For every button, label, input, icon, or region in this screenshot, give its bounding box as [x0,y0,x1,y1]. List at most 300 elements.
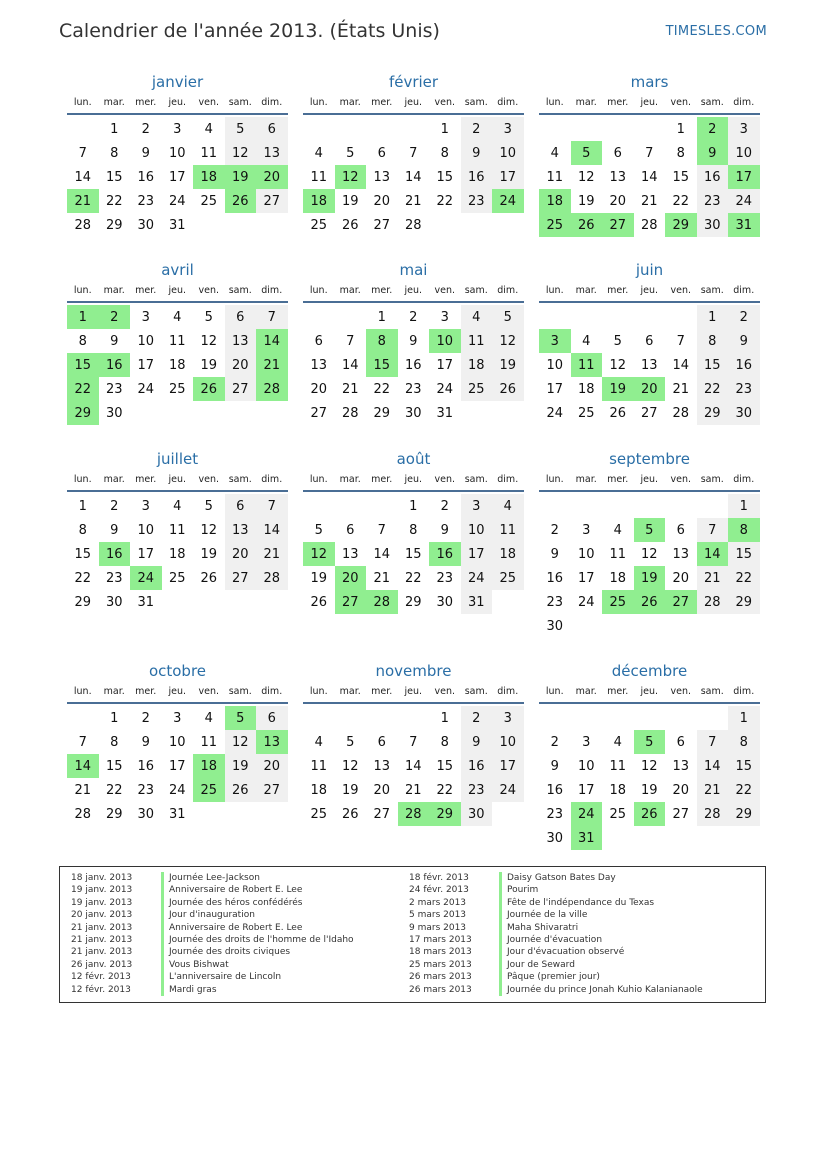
day-cell[interactable]: 22 [373,381,391,397]
day-cell[interactable]: 9 [409,333,418,349]
day-cell[interactable]: 20 [672,782,690,798]
day-cell[interactable]: 18 [310,782,328,798]
day-cell[interactable]: 14 [256,329,288,353]
day-cell[interactable]: 2 [409,309,418,325]
day-cell[interactable]: 21 [373,570,391,586]
day-cell[interactable]: 15 [436,169,454,185]
day-cell[interactable]: 12 [577,169,595,185]
day-cell[interactable]: 23 [436,570,454,586]
day-cell[interactable]: 24 [546,405,564,421]
day-cell[interactable]: 4 [314,734,323,750]
day-cell[interactable]: 11 [310,169,328,185]
day-cell[interactable]: 14 [67,754,99,778]
day-cell[interactable]: 7 [256,305,288,329]
day-cell[interactable]: 19 [225,165,257,189]
day-cell[interactable]: 21 [256,542,288,566]
day-cell[interactable]: 27 [335,590,367,614]
day-cell[interactable]: 12 [609,357,627,373]
day-cell[interactable]: 9 [697,141,729,165]
day-cell[interactable]: 13 [640,357,658,373]
day-cell[interactable]: 3 [539,329,571,353]
day-cell[interactable]: 29 [105,217,123,233]
day-cell[interactable]: 23 [137,193,155,209]
day-cell[interactable]: 30 [137,806,155,822]
day-cell[interactable]: 22 [436,782,454,798]
day-cell[interactable]: 30 [105,405,123,421]
day-cell[interactable]: 7 [697,730,729,754]
day-cell[interactable]: 23 [105,570,123,586]
day-cell[interactable]: 10 [728,141,760,165]
day-cell[interactable]: 13 [256,730,288,754]
day-cell[interactable]: 22 [105,782,123,798]
day-cell[interactable]: 16 [461,754,493,778]
day-cell[interactable]: 25 [193,778,225,802]
day-cell[interactable]: 17 [577,570,595,586]
day-cell[interactable]: 18 [492,542,524,566]
day-cell[interactable]: 3 [440,309,449,325]
day-cell[interactable]: 21 [640,193,658,209]
day-cell[interactable]: 20 [256,754,288,778]
day-cell[interactable]: 19 [634,566,666,590]
day-cell[interactable]: 2 [697,117,729,141]
day-cell[interactable]: 27 [373,217,391,233]
day-cell[interactable]: 31 [168,806,186,822]
day-cell[interactable]: 23 [105,381,123,397]
day-cell[interactable]: 15 [74,546,92,562]
day-cell[interactable]: 3 [173,121,182,137]
day-cell[interactable]: 19 [492,353,524,377]
day-cell[interactable]: 2 [141,710,150,726]
day-cell[interactable]: 18 [168,357,186,373]
day-cell[interactable]: 25 [492,566,524,590]
day-cell[interactable]: 30 [404,405,422,421]
day-cell[interactable]: 11 [492,518,524,542]
day-cell[interactable]: 21 [672,381,690,397]
day-cell[interactable]: 4 [461,305,493,329]
day-cell[interactable]: 28 [697,590,729,614]
day-cell[interactable]: 18 [577,381,595,397]
day-cell[interactable]: 25 [168,381,186,397]
day-cell[interactable]: 6 [256,117,288,141]
day-cell[interactable]: 14 [697,542,729,566]
day-cell[interactable]: 17 [168,169,186,185]
day-cell[interactable]: 21 [74,782,92,798]
day-cell[interactable]: 20 [609,193,627,209]
day-cell[interactable]: 26 [193,377,225,401]
day-cell[interactable]: 15 [697,353,729,377]
day-cell[interactable]: 10 [137,333,155,349]
day-cell[interactable]: 28 [74,217,92,233]
day-cell[interactable]: 28 [640,217,658,233]
day-cell[interactable]: 22 [672,193,690,209]
day-cell[interactable]: 29 [404,594,422,610]
day-cell[interactable]: 26 [609,405,627,421]
day-cell[interactable]: 14 [697,754,729,778]
day-cell[interactable]: 2 [728,305,760,329]
day-cell[interactable]: 1 [78,498,87,514]
day-cell[interactable]: 22 [697,377,729,401]
day-cell[interactable]: 1 [377,309,386,325]
day-cell[interactable]: 13 [225,518,257,542]
day-cell[interactable]: 17 [436,357,454,373]
day-cell[interactable]: 9 [550,546,559,562]
day-cell[interactable]: 25 [609,806,627,822]
day-cell[interactable]: 30 [728,401,760,425]
day-cell[interactable]: 7 [377,522,386,538]
day-cell[interactable]: 10 [168,734,186,750]
day-cell[interactable]: 30 [436,594,454,610]
day-cell[interactable]: 21 [404,782,422,798]
day-cell[interactable]: 28 [74,806,92,822]
day-cell[interactable]: 17 [492,165,524,189]
day-cell[interactable]: 16 [99,542,131,566]
day-cell[interactable]: 6 [256,706,288,730]
day-cell[interactable]: 2 [550,734,559,750]
day-cell[interactable]: 15 [404,546,422,562]
day-cell[interactable]: 27 [665,590,697,614]
day-cell[interactable]: 20 [310,381,328,397]
day-cell[interactable]: 13 [609,169,627,185]
day-cell[interactable]: 31 [571,826,603,850]
day-cell[interactable]: 7 [346,333,355,349]
day-cell[interactable]: 20 [225,353,257,377]
day-cell[interactable]: 11 [461,329,493,353]
day-cell[interactable]: 26 [225,778,257,802]
day-cell[interactable]: 18 [168,546,186,562]
day-cell[interactable]: 24 [577,594,595,610]
day-cell[interactable]: 31 [137,594,155,610]
day-cell[interactable]: 21 [67,189,99,213]
day-cell[interactable]: 30 [137,217,155,233]
day-cell[interactable]: 17 [728,165,760,189]
day-cell[interactable]: 29 [728,590,760,614]
day-cell[interactable]: 4 [582,333,591,349]
day-cell[interactable]: 15 [366,353,398,377]
day-cell[interactable]: 18 [461,353,493,377]
day-cell[interactable]: 2 [141,121,150,137]
day-cell[interactable]: 18 [193,165,225,189]
day-cell[interactable]: 6 [346,522,355,538]
day-cell[interactable]: 18 [609,782,627,798]
day-cell[interactable]: 23 [461,778,493,802]
day-cell[interactable]: 22 [728,778,760,802]
day-cell[interactable]: 25 [200,193,218,209]
day-cell[interactable]: 14 [640,169,658,185]
day-cell[interactable]: 10 [492,141,524,165]
day-cell[interactable]: 19 [200,546,218,562]
day-cell[interactable]: 5 [204,309,213,325]
day-cell[interactable]: 10 [137,522,155,538]
day-cell[interactable]: 6 [225,305,257,329]
day-cell[interactable]: 3 [492,117,524,141]
day-cell[interactable]: 24 [571,802,603,826]
day-cell[interactable]: 4 [613,734,622,750]
day-cell[interactable]: 21 [697,566,729,590]
day-cell[interactable]: 19 [341,782,359,798]
day-cell[interactable]: 13 [373,169,391,185]
day-cell[interactable]: 29 [728,802,760,826]
day-cell[interactable]: 27 [256,778,288,802]
day-cell[interactable]: 5 [225,117,257,141]
day-cell[interactable]: 23 [728,377,760,401]
day-cell[interactable]: 4 [492,494,524,518]
day-cell[interactable]: 19 [341,193,359,209]
day-cell[interactable]: 7 [645,145,654,161]
day-cell[interactable]: 20 [672,570,690,586]
day-cell[interactable]: 8 [366,329,398,353]
day-cell[interactable]: 9 [461,141,493,165]
day-cell[interactable]: 12 [640,758,658,774]
day-cell[interactable]: 11 [571,353,603,377]
day-cell[interactable]: 6 [613,145,622,161]
day-cell[interactable]: 22 [404,570,422,586]
day-cell[interactable]: 27 [640,405,658,421]
day-cell[interactable]: 12 [200,522,218,538]
day-cell[interactable]: 18 [303,189,335,213]
day-cell[interactable]: 26 [634,590,666,614]
day-cell[interactable]: 16 [461,165,493,189]
day-cell[interactable]: 6 [377,145,386,161]
day-cell[interactable]: 20 [256,165,288,189]
day-cell[interactable]: 10 [429,329,461,353]
day-cell[interactable]: 6 [225,494,257,518]
day-cell[interactable]: 13 [672,758,690,774]
day-cell[interactable]: 19 [225,754,257,778]
day-cell[interactable]: 3 [492,706,524,730]
day-cell[interactable]: 23 [546,806,564,822]
day-cell[interactable]: 24 [436,381,454,397]
day-cell[interactable]: 19 [577,193,595,209]
day-cell[interactable]: 9 [141,145,150,161]
day-cell[interactable]: 5 [571,141,603,165]
day-cell[interactable]: 20 [225,542,257,566]
day-cell[interactable]: 29 [74,594,92,610]
day-cell[interactable]: 14 [404,169,422,185]
day-cell[interactable]: 11 [310,758,328,774]
day-cell[interactable]: 13 [225,329,257,353]
day-cell[interactable]: 7 [409,145,418,161]
day-cell[interactable]: 5 [225,706,257,730]
day-cell[interactable]: 3 [173,710,182,726]
day-cell[interactable]: 17 [492,754,524,778]
day-cell[interactable]: 23 [461,189,493,213]
day-cell[interactable]: 8 [110,145,119,161]
day-cell[interactable]: 6 [676,522,685,538]
day-cell[interactable]: 28 [672,405,690,421]
day-cell[interactable]: 5 [314,522,323,538]
day-cell[interactable]: 29 [67,401,99,425]
day-cell[interactable]: 4 [204,710,213,726]
day-cell[interactable]: 4 [204,121,213,137]
day-cell[interactable]: 12 [341,758,359,774]
day-cell[interactable]: 12 [640,546,658,562]
day-cell[interactable]: 15 [672,169,690,185]
day-cell[interactable]: 31 [461,590,493,614]
day-cell[interactable]: 5 [204,498,213,514]
day-cell[interactable]: 6 [314,333,323,349]
day-cell[interactable]: 23 [697,189,729,213]
day-cell[interactable]: 27 [310,405,328,421]
day-cell[interactable]: 5 [613,333,622,349]
day-cell[interactable]: 16 [99,353,131,377]
day-cell[interactable]: 18 [609,570,627,586]
day-cell[interactable]: 15 [105,758,123,774]
day-cell[interactable]: 28 [404,217,422,233]
day-cell[interactable]: 1 [728,706,760,730]
day-cell[interactable]: 30 [546,830,564,846]
day-cell[interactable]: 26 [310,594,328,610]
day-cell[interactable]: 12 [303,542,335,566]
day-cell[interactable]: 29 [697,401,729,425]
day-cell[interactable]: 27 [225,377,257,401]
day-cell[interactable]: 19 [310,570,328,586]
day-cell[interactable]: 2 [440,498,449,514]
day-cell[interactable]: 22 [74,570,92,586]
day-cell[interactable]: 16 [697,165,729,189]
day-cell[interactable]: 15 [436,758,454,774]
day-cell[interactable]: 6 [676,734,685,750]
day-cell[interactable]: 25 [168,570,186,586]
day-cell[interactable]: 16 [137,758,155,774]
day-cell[interactable]: 27 [373,806,391,822]
day-cell[interactable]: 11 [168,333,186,349]
day-cell[interactable]: 27 [256,189,288,213]
day-cell[interactable]: 24 [168,193,186,209]
day-cell[interactable]: 9 [110,333,119,349]
day-cell[interactable]: 29 [429,802,461,826]
day-cell[interactable]: 14 [373,546,391,562]
day-cell[interactable]: 31 [436,405,454,421]
day-cell[interactable]: 9 [461,730,493,754]
day-cell[interactable]: 13 [373,758,391,774]
day-cell[interactable]: 17 [461,542,493,566]
day-cell[interactable]: 9 [550,758,559,774]
day-cell[interactable]: 16 [404,357,422,373]
day-cell[interactable]: 1 [110,121,119,137]
day-cell[interactable]: 15 [728,754,760,778]
day-cell[interactable]: 12 [335,165,367,189]
day-cell[interactable]: 9 [110,522,119,538]
brand-logo[interactable]: TIMESLES.COM [665,24,767,39]
day-cell[interactable]: 15 [728,542,760,566]
day-cell[interactable]: 15 [105,169,123,185]
day-cell[interactable]: 8 [676,145,685,161]
day-cell[interactable]: 3 [141,498,150,514]
day-cell[interactable]: 14 [341,357,359,373]
day-cell[interactable]: 21 [404,193,422,209]
day-cell[interactable]: 11 [200,145,218,161]
day-cell[interactable]: 28 [366,590,398,614]
day-cell[interactable]: 8 [78,522,87,538]
day-cell[interactable]: 27 [602,213,634,237]
day-cell[interactable]: 13 [256,141,288,165]
day-cell[interactable]: 26 [200,570,218,586]
day-cell[interactable]: 5 [634,518,666,542]
day-cell[interactable]: 2 [461,706,493,730]
day-cell[interactable]: 25 [539,213,571,237]
day-cell[interactable]: 10 [546,357,564,373]
day-cell[interactable]: 28 [697,802,729,826]
day-cell[interactable]: 30 [105,594,123,610]
day-cell[interactable]: 30 [461,802,493,826]
day-cell[interactable]: 24 [168,782,186,798]
day-cell[interactable]: 24 [492,189,524,213]
day-cell[interactable]: 26 [341,806,359,822]
day-cell[interactable]: 5 [492,305,524,329]
day-cell[interactable]: 5 [346,734,355,750]
day-cell[interactable]: 22 [436,193,454,209]
day-cell[interactable]: 9 [141,734,150,750]
day-cell[interactable]: 26 [225,189,257,213]
day-cell[interactable]: 11 [168,522,186,538]
day-cell[interactable]: 1 [110,710,119,726]
day-cell[interactable]: 24 [492,778,524,802]
day-cell[interactable]: 2 [110,498,119,514]
day-cell[interactable]: 18 [539,189,571,213]
day-cell[interactable]: 29 [373,405,391,421]
day-cell[interactable]: 12 [200,333,218,349]
day-cell[interactable]: 5 [634,730,666,754]
day-cell[interactable]: 13 [341,546,359,562]
day-cell[interactable]: 13 [310,357,328,373]
day-cell[interactable]: 16 [546,570,564,586]
day-cell[interactable]: 26 [341,217,359,233]
day-cell[interactable]: 31 [728,213,760,237]
day-cell[interactable]: 17 [137,546,155,562]
day-cell[interactable]: 10 [577,546,595,562]
day-cell[interactable]: 28 [256,566,288,590]
day-cell[interactable]: 22 [728,566,760,590]
day-cell[interactable]: 4 [173,309,182,325]
day-cell[interactable]: 1 [440,710,449,726]
day-cell[interactable]: 15 [67,353,99,377]
day-cell[interactable]: 3 [461,494,493,518]
day-cell[interactable]: 14 [74,169,92,185]
day-cell[interactable]: 10 [168,145,186,161]
day-cell[interactable]: 23 [137,782,155,798]
day-cell[interactable]: 12 [225,730,257,754]
day-cell[interactable]: 20 [634,377,666,401]
day-cell[interactable]: 31 [168,217,186,233]
day-cell[interactable]: 25 [461,377,493,401]
day-cell[interactable]: 8 [440,734,449,750]
day-cell[interactable]: 8 [728,730,760,754]
day-cell[interactable]: 22 [105,193,123,209]
day-cell[interactable]: 2 [550,522,559,538]
day-cell[interactable]: 21 [697,778,729,802]
day-cell[interactable]: 16 [429,542,461,566]
day-cell[interactable]: 7 [697,518,729,542]
day-cell[interactable]: 4 [314,145,323,161]
day-cell[interactable]: 10 [577,758,595,774]
day-cell[interactable]: 8 [728,518,760,542]
day-cell[interactable]: 4 [173,498,182,514]
day-cell[interactable]: 3 [582,734,591,750]
day-cell[interactable]: 25 [310,217,328,233]
day-cell[interactable]: 14 [672,357,690,373]
day-cell[interactable]: 20 [335,566,367,590]
day-cell[interactable]: 28 [341,405,359,421]
day-cell[interactable]: 26 [634,802,666,826]
day-cell[interactable]: 19 [602,377,634,401]
day-cell[interactable]: 20 [373,193,391,209]
day-cell[interactable]: 29 [665,213,697,237]
day-cell[interactable]: 8 [110,734,119,750]
day-cell[interactable]: 7 [78,734,87,750]
day-cell[interactable]: 13 [672,546,690,562]
day-cell[interactable]: 7 [256,494,288,518]
day-cell[interactable]: 21 [256,353,288,377]
